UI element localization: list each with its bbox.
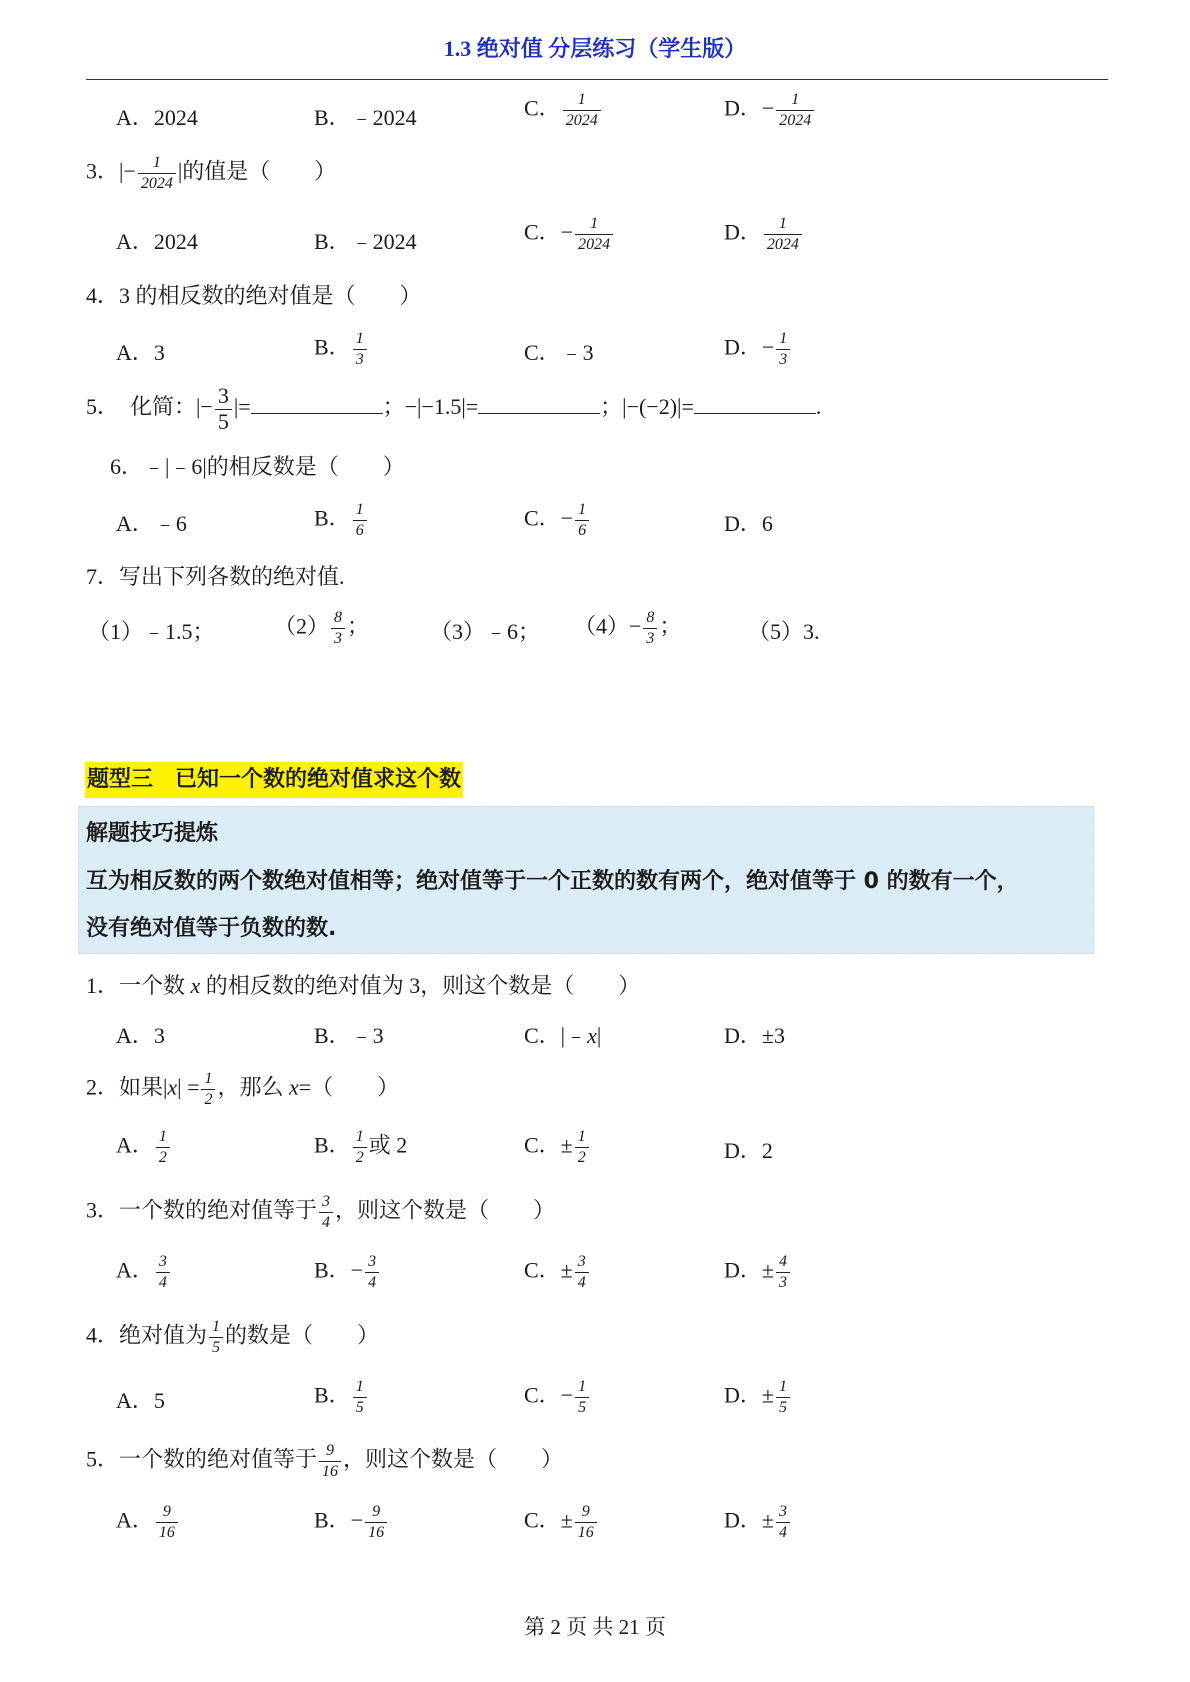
s3-q2-option-a: A． $\frac{1}{2}$ (116, 1129, 172, 1166)
s3-q4-option-d: D．± $\frac{1}{5}$ (724, 1379, 792, 1416)
q2-option-d: D．− $\frac{1}{2024}$ (724, 92, 816, 129)
q3-option-d: D． $\frac{1}{2024}$ (724, 216, 804, 253)
q7-item-5: （5）3. (748, 619, 820, 644)
q6-option-c: C．− $\frac{1}{6}$ (524, 502, 591, 539)
s3-q2-option-b: B． $\frac{1}{2}$ 或 2 (314, 1128, 408, 1166)
q7-item-3: （3）﹣6； (430, 619, 541, 644)
page-header-title: 1.3 绝对值 分层练习（学生版） (443, 36, 747, 61)
q6-option-d: D．6 (724, 511, 773, 536)
s3-q4-stem: 4．绝对值为 $\frac{1}{5}$ 的数是（ ） (86, 1318, 380, 1356)
q7-item-2: （2） $\frac{8}{3}$ ； (274, 609, 370, 647)
tip-line-1: 互为相反数的两个数绝对值相等；绝对值等于一个正数的数有两个，绝对值等于 0 的数有一个， (86, 869, 1019, 894)
s3-q4-option-b: B． $\frac{1}{5}$ (314, 1379, 369, 1416)
q5-stem: 5． 化简：|− $\frac{3}{5}$ |= ；−|−1.5|= ；|−(−2)|= . (86, 383, 822, 434)
q7-item-4: （4）− $\frac{8}{3}$ ； (574, 609, 682, 647)
s3-q1-option-d: D．±3 (724, 1023, 785, 1048)
q3-stem: 3．|− $\frac{1}{2024}$ |的值是（ ） (86, 154, 337, 192)
s3-q2-stem: 2．如果|x| = $\frac{1}{2}$ ，那么 x=（ ） (86, 1070, 400, 1108)
q2-option-a: A．2024 (116, 105, 198, 130)
q4-option-c: C．﹣3 (524, 340, 594, 365)
s3-q5-option-c: C．± $\frac{9}{16}$ (524, 1504, 599, 1541)
q2-option-b: B．﹣2024 (314, 105, 417, 130)
header-rule (86, 79, 1108, 80)
s3-q5-stem: 5．一个数的绝对值等于 $\frac{9}{16}$ ，则这个数是（ ） (86, 1442, 564, 1480)
s3-q3-option-c: C．± $\frac{3}{4}$ (524, 1254, 591, 1291)
tip-line-2: 没有绝对值等于负数的数. (86, 916, 337, 941)
q4-option-b: B． $\frac{1}{3}$ (314, 331, 369, 368)
q6-option-b: B． $\frac{1}{6}$ (314, 502, 369, 539)
q3-option-b: B．﹣2024 (314, 229, 417, 254)
q4-option-a: A．3 (116, 340, 165, 365)
s3-q5-option-a: A． $\frac{9}{16}$ (116, 1504, 180, 1541)
s3-q5-option-d: D．± $\frac{3}{4}$ (724, 1504, 792, 1541)
q5-blank-3[interactable] (694, 395, 816, 414)
q7-stem: 7．写出下列各数的绝对值. (86, 564, 345, 589)
s3-q2-option-c: C．± $\frac{1}{2}$ (524, 1129, 591, 1166)
q2-option-c: C． $\frac{1}{2024}$ (524, 92, 603, 129)
s3-q5-option-b: B．− $\frac{9}{16}$ (314, 1504, 389, 1541)
q5-blank-1[interactable] (251, 395, 383, 414)
s3-q3-option-b: B．− $\frac{3}{4}$ (314, 1254, 381, 1291)
q5-blank-2[interactable] (478, 395, 600, 414)
tip-title: 解题技巧提炼 (86, 821, 219, 846)
s3-q1-option-b: B．﹣3 (314, 1023, 384, 1048)
s3-q1-stem: 1．一个数 x 的相反数的绝对值为 3，则这个数是（ ） (86, 973, 641, 998)
s3-q1-option-c: C．|﹣x| (524, 1023, 602, 1048)
s3-q4-option-a: A．5 (116, 1388, 165, 1413)
s3-q2-option-d: D．2 (724, 1138, 773, 1163)
s3-q3-stem: 3．一个数的绝对值等于 $\frac{3}{4}$ ，则这个数是（ ） (86, 1193, 556, 1231)
q3-option-a: A．2024 (116, 229, 198, 254)
q7-item-1: （1）﹣1.5； (88, 619, 215, 644)
section-three-title: 题型三 已知一个数的绝对值求这个数 (85, 762, 463, 798)
q4-stem: 4．3 的相反数的绝对值是（ ） (86, 283, 422, 308)
s3-q1-option-a: A．3 (116, 1023, 165, 1048)
q6-option-a: A．﹣6 (116, 511, 187, 536)
s3-q3-option-a: A． $\frac{3}{4}$ (116, 1254, 172, 1291)
page-footer: 第 2 页 共 21 页 (524, 1615, 666, 1639)
q6-stem: 6．﹣|﹣6|的相反数是（ ） (110, 454, 405, 479)
s3-q3-option-d: D．± $\frac{4}{3}$ (724, 1254, 792, 1291)
s3-q4-option-c: C．− $\frac{1}{5}$ (524, 1379, 591, 1416)
q3-option-c: C．− $\frac{1}{2024}$ (524, 216, 615, 253)
q4-option-d: D．− $\frac{1}{3}$ (724, 331, 792, 368)
